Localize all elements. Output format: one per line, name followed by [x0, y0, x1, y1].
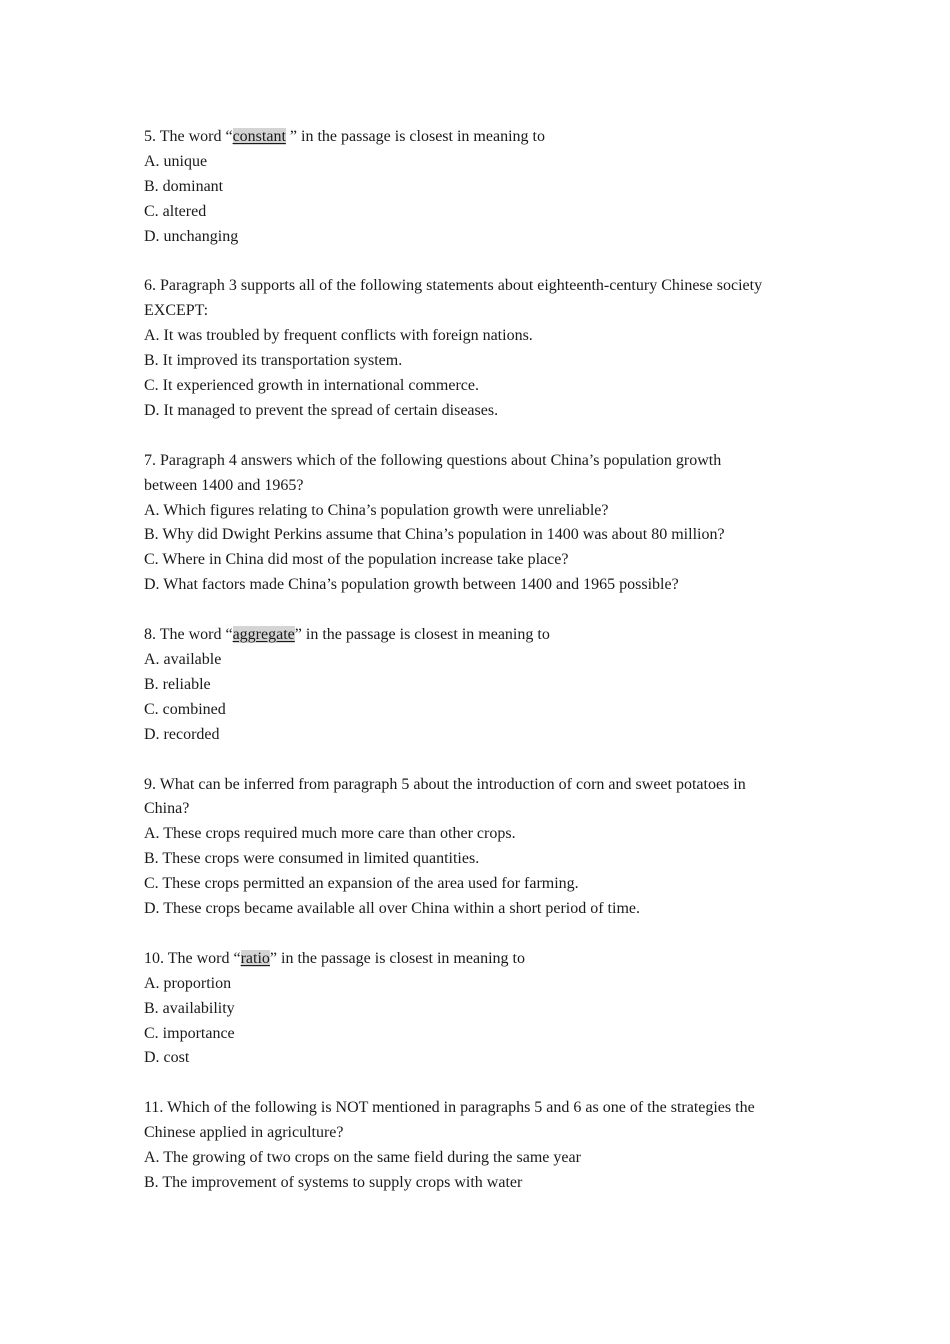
answer-option-b[interactable]: B. The improvement of systems to supply crops with water — [144, 1173, 523, 1191]
answer-option-d[interactable]: D. cost — [144, 1049, 190, 1067]
answer-option-b[interactable]: B. availability — [144, 999, 235, 1017]
answer-option-b[interactable]: B. It improved its transportation system. — [144, 352, 403, 370]
prompt-line-2: Chinese applied in agriculture? — [144, 1124, 344, 1142]
question-number: 6. — [144, 277, 156, 295]
prompt-line-2: China? — [144, 800, 190, 818]
highlighted-keyword[interactable]: constant — [232, 128, 286, 145]
document-page — [144, 125, 809, 1221]
prompt-text-after: ” in the passage is closest in meaning to — [285, 128, 545, 145]
prompt-line-1: Paragraph 3 supports all of the following statements about eighteenth-century Chinese society — [160, 277, 763, 295]
prompt-text-before: The word “ — [167, 949, 241, 967]
question-number: 8. — [144, 626, 156, 644]
question-10 — [144, 947, 809, 1072]
question-prompt — [144, 1096, 809, 1121]
question-9 — [144, 773, 809, 922]
question-5 — [144, 125, 809, 250]
prompt-text-after: ” in the passage is closest in meaning to — [269, 949, 525, 967]
answer-option-b[interactable]: B. reliable — [144, 675, 211, 693]
answer-option-c[interactable]: C. importance — [144, 1024, 235, 1042]
answer-option-d[interactable]: D. These crops became available all over China within a short period of time. — [144, 900, 640, 918]
question-number: 9. — [144, 775, 156, 793]
answer-option-a[interactable]: A. available — [144, 650, 222, 668]
answer-option-a[interactable]: A. These crops required much more care than other crops. — [144, 825, 516, 843]
answer-option-c[interactable]: C. combined — [144, 700, 226, 718]
question-number: 11. — [144, 1099, 164, 1117]
question-prompt — [144, 623, 809, 648]
prompt-line-1: Paragraph 4 answers which of the following questions about China’s population growth — [160, 451, 722, 469]
question-prompt — [144, 773, 809, 798]
answer-option-a[interactable]: A. The growing of two crops on the same field during the same year — [144, 1149, 581, 1167]
answer-option-a[interactable]: A. proportion — [144, 974, 232, 992]
answer-option-a[interactable]: A. Which figures relating to China’s population growth were unreliable? — [144, 501, 609, 519]
question-8 — [144, 623, 809, 748]
answer-option-a[interactable]: A. unique — [144, 152, 208, 170]
prompt-line-2: EXCEPT: — [144, 302, 209, 320]
question-prompt — [144, 947, 809, 972]
prompt-text-before: The word “ — [159, 626, 233, 644]
prompt-line-1: What can be inferred from paragraph 5 about the introduction of corn and sweet potatoes in — [159, 775, 746, 793]
question-prompt — [144, 125, 809, 150]
question-7 — [144, 449, 809, 598]
answer-option-a[interactable]: A. It was troubled by frequent conflicts with foreign nations. — [144, 327, 533, 345]
question-11 — [144, 1096, 809, 1196]
question-number: 10. — [144, 949, 164, 967]
answer-option-d[interactable]: D. What factors made China’s population growth between 1400 and 1965 possible? — [144, 576, 679, 594]
answer-option-c[interactable]: C. Where in China did most of the population increase take place? — [144, 551, 569, 569]
answer-option-b[interactable]: B. dominant — [144, 177, 224, 195]
question-prompt — [144, 274, 809, 299]
question-number: 5. — [144, 128, 156, 145]
answer-option-b[interactable]: B. These crops were consumed in limited quantities. — [144, 850, 480, 868]
question-6 — [144, 274, 809, 423]
answer-option-d[interactable]: D. recorded — [144, 725, 220, 743]
prompt-line-1: Which of the following is NOT mentioned in paragraphs 5 and 6 as one of the strategies the — [167, 1099, 755, 1117]
answer-option-d[interactable]: D. unchanging — [144, 227, 239, 245]
answer-option-c[interactable]: C. These crops permitted an expansion of the area used for farming. — [144, 875, 579, 893]
answer-option-d[interactable]: D. It managed to prevent the spread of certain diseases. — [144, 401, 499, 419]
highlighted-keyword[interactable]: ratio — [240, 949, 270, 967]
prompt-text-before: The word “ — [159, 128, 233, 145]
question-number: 7. — [144, 451, 156, 469]
answer-option-c[interactable]: C. altered — [144, 202, 207, 220]
answer-option-b[interactable]: B. Why did Dwight Perkins assume that China’s population in 1400 was about 80 million? — [144, 526, 725, 544]
highlighted-keyword[interactable]: aggregate — [232, 626, 295, 644]
prompt-text-after: ” in the passage is closest in meaning to — [294, 626, 550, 644]
answer-option-c[interactable]: C. It experienced growth in international commerce. — [144, 377, 479, 395]
question-prompt — [144, 449, 809, 474]
prompt-line-2: between 1400 and 1965? — [144, 476, 304, 494]
